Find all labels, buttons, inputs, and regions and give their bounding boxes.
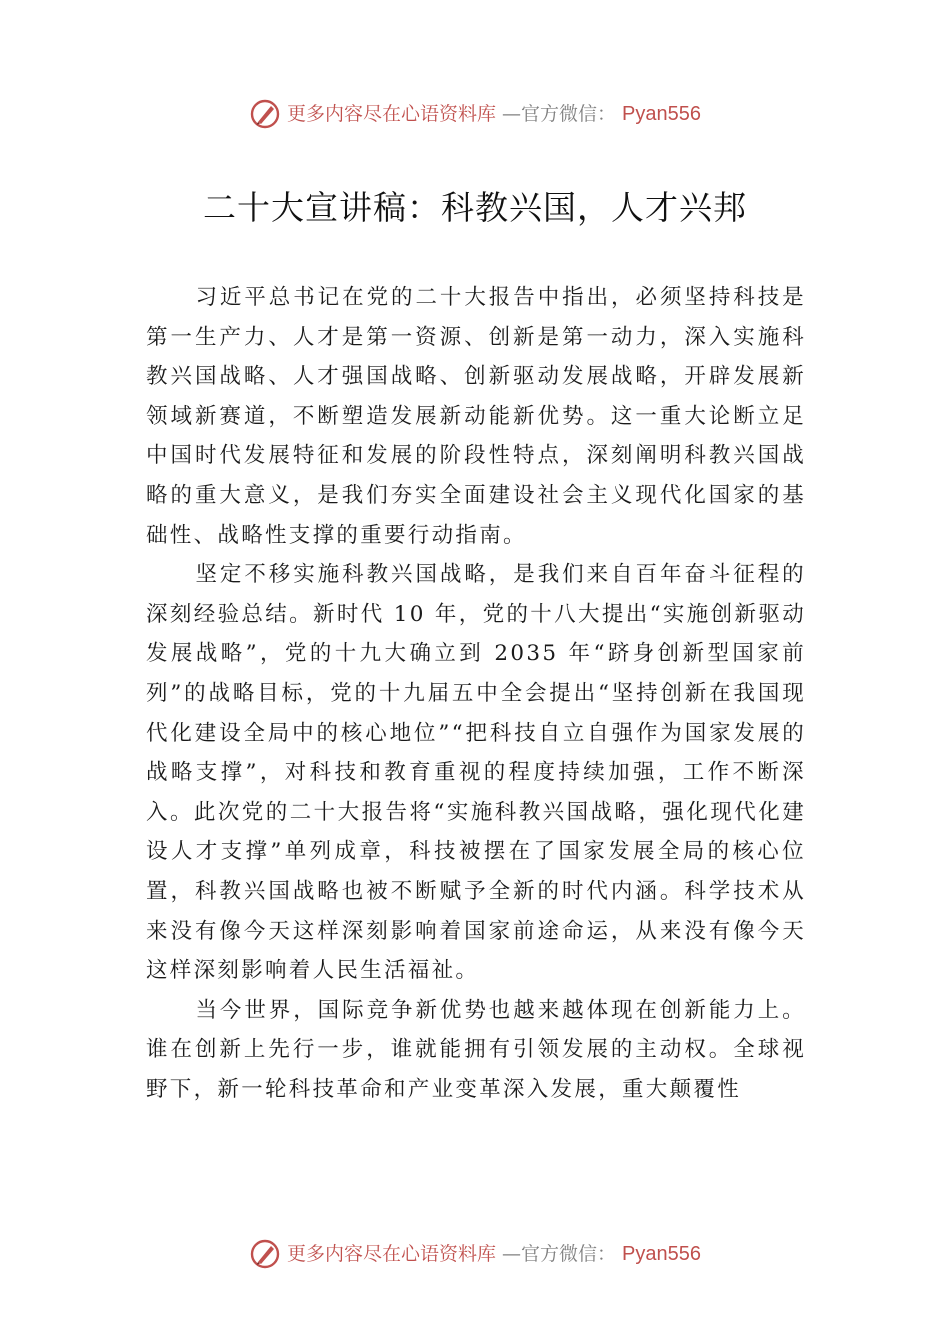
watermark-wechat-id: Pyan556 <box>622 1243 701 1265</box>
paragraph: 坚定不移实施科教兴国战略，是我们来自百年奋斗征程的深刻经验总结。新时代 10 年，党的十八大提出“实施创新驱动发展战略”，党的十九大确立到 2035 年“跻身创新型国家前列”的战略目标，党的十九届五中全会提出“坚持创新在我国现代化建设全局中的核心地位”“把科技自立自强作为国家发展的战略支撑”，对科技和教育重视的程度持续加强，工作不断深入。此次党的二十大报告将“实施科教兴国战略，强化现代化建设人才支撑”单列成章，科技被摆在了国家发展全局的核心位置，科教兴国战略也被不断赋予全新的时代内涵。科学技术从来没有像今天这样深刻影响着国家前途命运，从来没有像今天这样深刻影响着人民生活福祉。 <box>146 562 806 984</box>
paragraph: 习近平总书记在党的二十大报告中指出，必须坚持科技是第一生产力、人才是第一资源、创新是第一动力，深入实施科教兴国战略、人才强国战略、创新驱动发展战略，开辟发展新领域新赛道，不断塑造发展新动能新优势。这一重大论断立足中国时代发展特征和发展的阶段性特点，深刻阐明科教兴国战略的重大意义，是我们夯实全面建设社会主义现代化国家的基础性、战略性支撑的重要行动指南。 <box>146 285 806 548</box>
watermark-separator: —官方微信： <box>502 1243 617 1265</box>
pen-logo-icon <box>249 1238 281 1270</box>
document-body <box>146 278 806 1109</box>
watermark-wechat-id: Pyan556 <box>622 103 701 125</box>
paragraph: 当今世界，国际竞争新优势也越来越体现在创新能力上。谁在创新上先行一步，谁就能拥有引领发展的主动权。全球视野下，新一轮科技革命和产业变革深入发展，重大颠覆性 <box>146 997 806 1102</box>
footer-watermark <box>0 1238 950 1270</box>
watermark-text: 更多内容尽在心语资料库 <box>287 1243 497 1265</box>
document-title: 二十大宣讲稿：科教兴国，人才兴邦 <box>203 188 747 227</box>
header-watermark <box>0 98 950 130</box>
watermark-text: 更多内容尽在心语资料库 <box>287 103 497 125</box>
pen-logo-icon <box>249 98 281 130</box>
watermark-separator: —官方微信： <box>502 103 617 125</box>
